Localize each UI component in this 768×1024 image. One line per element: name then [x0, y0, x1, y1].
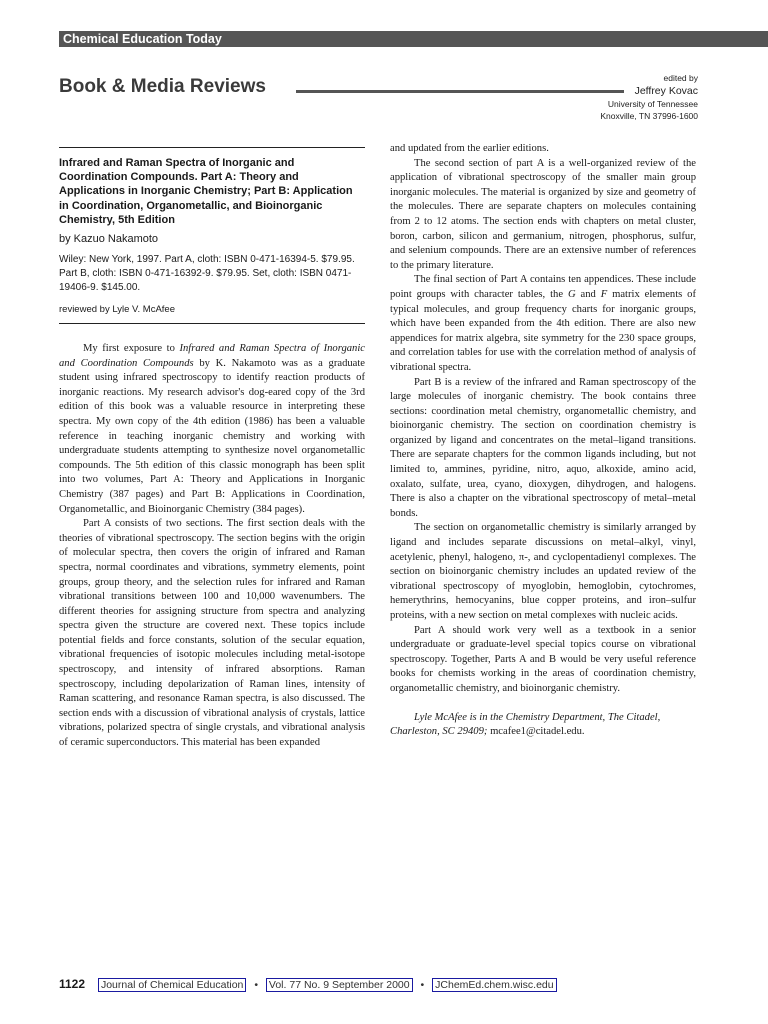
editor-address: Knoxville, TN 37996-1600 [600, 111, 698, 121]
bullet: • [420, 979, 425, 991]
publication-info: Wiley: New York, 1997. Part A, cloth: ISBN 0-471-16394-5. $79.95. Part B, cloth: ISBN 0-471-16392-9. $79.95. Set, cloth: ISBN 0471-19406-9. $145.00. [59, 254, 355, 294]
editor-name: Jeffrey Kovac [634, 85, 698, 97]
editor-affiliation: University of Tennessee [607, 99, 698, 109]
title-rule [296, 90, 624, 93]
paragraph-6: The section on organometallic chemistry is similarly arranged by ligand and includes separate discussions on metal–alkyl, vinyl, acetylenic, phenyl, halogeno, π-, and cyclopentadienyl complexes. The section on bioinorganic chemistry includes an updated review of the vibrational spectroscopy of myoglobin, hemoglobin, cytochromes, hemerythrins, hemocyanins, blue copper proteins, and iron–sulfur proteins, with a new section on metal complexes with nucleic acids. [390, 522, 696, 621]
reviewer-affiliation: Lyle McAfee is in the Chemistry Department, The Citadel, Charleston, SC 29409; mcafee1@citadel.edu. [390, 711, 661, 738]
book-author: by Kazuo Nakamoto [59, 233, 159, 246]
paragraph-4: The final section of Part A contains ten appendices. These include point groups with character tables, the G and F matrix elements of typical molecules, and group frequency charts for inorganic groups, which have been expanded from the 4th edition. There are also new appendices for matrix algebra, site symmetry for the 230 space groups, and correlation tables for use with the correlation method of analysis of vibrational spectra. [390, 274, 697, 373]
left-body [59, 342, 365, 751]
band-text: Chemical Education Today [63, 32, 222, 46]
paragraph-7: Part A should work very well as a textbook in a senior undergraduate or graduate-level special topics course on vibrational spectroscopy. Together, Parts A and B would be very useful reference books for chemists working in the areas of coordination chemistry, organometallic chemistry, and bioinorganic chemistry. [390, 624, 696, 694]
paragraph-2-continued: and updated from the earlier editions. [390, 143, 549, 154]
footer [59, 977, 557, 991]
editor-block [600, 72, 698, 122]
right-body [390, 142, 696, 697]
book-title: Infrared and Raman Spectra of Inorganic and Coordination Compounds. Part A: Theory and Applications in Inorganic Chemistry; Part B: Application in Coordination, Organometallic, and Bioinorganic Chemistry, 5th Edition [59, 157, 353, 226]
bullet: • [254, 979, 258, 991]
reviewer-line: reviewed by Lyle V. McAfee [59, 304, 365, 324]
paragraph-5: Part B is a review of the infrared and Raman spectroscopy of the large molecules of inorganic chemistry. The book contains three sections: coordination metal chemistry, organometallic chemistry, and bioinorganic chemistry. The section on coordination chemistry is organized by ligand and concentrates on the metal–ligand transitions. There are separate chapters for the common ligands including, but not limited to, ammines, pyridine, nitro, aquo, alkoxide, amino acid, oxalato, sulfate, urea, cyano, dioxygen, dihydrogen, and halogens. There is also a chapter on the vibrational spectroscopy of metal–metal bonds. [390, 376, 696, 519]
box-top-rule [59, 147, 365, 148]
paragraph-2: Part A consists of two sections. The first section deals with the theories of vibrational spectroscopy. The section begins with the origin of molecular spectra, then covers the origin of infrared and Raman spectra, normal coordinates and vibrations, symmetry elements, point groups, group theory, and the selection rules for infrared and Raman vibrational transitions between 100 and 10,000 wavenumbers. The different theories for assigning structure from spectra and analyzing spectra given the structure are covered next. These topics include potential fields and force constants, solution of the secular equation, vibrational frequencies of isotopic molecules including metal-isotope spectroscopy, and intensity of infrared absorptions. Raman spectroscopy, including depolarization of Raman lines, intensity of Raman scattering, and resonance Raman spectra, is also discussed. The section ends with a discussion of vibrational analysis of crystals, lattice vibrations, polarized spectra of single crystals, and vibrational analysis of ceramic superconductors. This material has been expanded [59, 518, 365, 749]
left-column [59, 145, 365, 751]
page-number: 1122 [59, 977, 86, 991]
journal-link[interactable]: Journal of Chemical Education [98, 978, 246, 992]
edited-by: edited by [663, 73, 698, 83]
volume-link[interactable]: Vol. 77 No. 9 September 2000 [266, 978, 413, 992]
section-title: Book & Media Reviews [59, 76, 266, 97]
header-band [59, 31, 768, 47]
paragraph-3: The second section of part A is a well-organized review of the application of vibrational spectroscopy of the smaller main group inorganic molecules. The material is organized by size and geometry of the molecules. There are separate chapters on molecules containing from 2 to 12 atoms. The section ends with chapters on metal cluster, boron, carbon, silicon and germanium, nitrogen, phosphorus, sulfur, and selenium compounds. There are an extensive number of references to the primary literature. [390, 157, 696, 271]
paragraph-1: My first exposure to Infrared and Raman Spectra of Inorganic and Coordination Compounds by K. Nakamoto was as a graduate student using infrared spectroscopy to identify reaction products of inorganic reactions. My research advisor's dog-eared copy of the 3rd edition of this book was a valuable resource in interpreting these spectra. My own copy of the 4th edition (1986) has been a valuable reference in teaching inorganic chemistry and working with undergraduate students attempting to synthesize novel organometallic compounds. The 5th edition of this classic monograph has been split into two volumes, Part A: Theory and Applications in Inorganic Chemistry (387 pages) and Part B: Applications in Coordination, Organometallic, and Bioinorganic Chemistry (384 pages). [59, 343, 366, 515]
book-title-italic: Infrared and Raman Spectra of Inorganic and Coordination Compounds [59, 343, 365, 369]
website-link[interactable]: JChemEd.chem.wisc.edu [432, 978, 556, 992]
right-column [390, 142, 696, 740]
